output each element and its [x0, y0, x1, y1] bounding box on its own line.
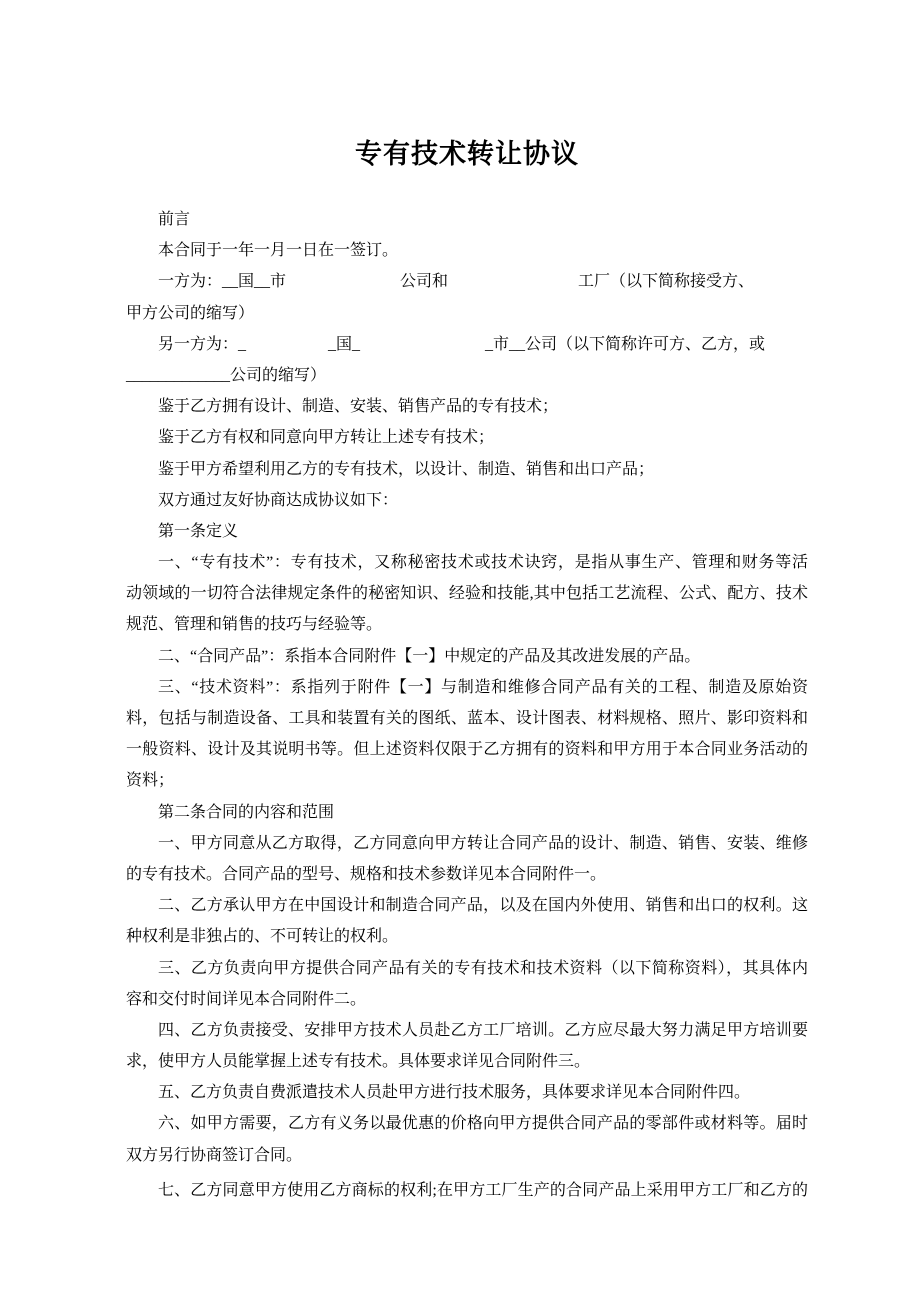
text-segment: 双方另行协商签订合同。: [126, 1146, 303, 1164]
text-segment: 二、乙方承认甲方在中国设计和制造合同产品，以及在国内外使用、销售和出口的权利。这: [158, 897, 808, 915]
text-line: [126, 953, 808, 984]
text-segment: 甲方公司的缩写）: [126, 304, 255, 322]
document-title: 专有技术转让协议: [355, 139, 579, 170]
blank-gap: [246, 348, 328, 349]
text-line: [126, 204, 808, 235]
text-segment: 工厂（以下简称接受方、: [578, 273, 755, 291]
text-line: [126, 1108, 808, 1139]
text-line: [126, 921, 808, 952]
text-line: [126, 828, 808, 859]
text-segment: 一、甲方同意从乙方取得，乙方同意向甲方转让合同产品的设计、制造、销售、安装、维修: [158, 834, 808, 852]
text-segment: 求，使甲方人员能掌握上述专有技术。具体要求详见合同附件三。: [126, 1053, 591, 1071]
text-line: [126, 422, 808, 453]
blank-gap: [360, 348, 485, 349]
text-segment: 一方为：__国__市: [158, 273, 287, 291]
blank-gap: [448, 285, 578, 286]
text-line: [126, 703, 808, 734]
text-line: [126, 890, 808, 921]
text-line: [126, 266, 808, 297]
text-segment: 二、“合同产品”：系指本合同附件【一】中规定的产品及其改进发展的产品。: [158, 647, 701, 665]
text-line: [126, 391, 808, 422]
text-line: [126, 360, 808, 391]
text-segment: 第二条合同的内容和范围: [158, 803, 335, 821]
text-segment: _国_: [328, 335, 361, 353]
text-segment: 四、乙方负责接受、安排甲方技术人员赴乙方工厂培训。乙方应尽最大努力满足甲方培训要: [158, 1021, 808, 1039]
text-line: [126, 1175, 808, 1206]
text-line: [126, 1140, 808, 1171]
text-segment: 动领域的一切符合法律规定条件的秘密知识、经验和技能,其中包括工艺流程、公式、配方、技术: [126, 585, 808, 603]
text-segment: 前言: [158, 211, 191, 228]
text-line: [126, 734, 808, 765]
text-line: [126, 765, 808, 796]
text-line: [126, 641, 808, 672]
text-segment: 七、乙方同意甲方使用乙方商标的权利;在甲方工厂生产的合同产品上采用甲方工厂和乙方的: [158, 1181, 808, 1199]
text-segment: 鉴于甲方希望利用乙方的专有技术，以设计、制造、销售和出口产品；: [158, 460, 655, 478]
text-line: [126, 454, 808, 485]
text-line: [126, 516, 808, 547]
text-segment: 一、“专有技术”：专有技术，又称秘密技术或技术诀窍，是指从事生产、管理和财务等活: [158, 554, 808, 572]
text-segment: 双方通过友好协商达成协议如下：: [158, 491, 399, 509]
text-segment: 鉴于乙方有权和同意向甲方转让上述专有技术；: [158, 429, 495, 447]
text-segment: 本合同于一年一月一日在一签订。: [158, 242, 399, 260]
text-line: [126, 235, 808, 266]
text-segment: 种权利是非独占的、不可转让的权利。: [126, 928, 399, 946]
text-segment: 六、如甲方需要，乙方有义务以最优惠的价格向甲方提供合同产品的零部件或材料等。届时: [158, 1115, 808, 1133]
text-segment: _____________公司的缩写）: [126, 366, 327, 384]
text-segment: 三、“技术资料”：系指列于附件【一】与制造和维修合同产品有关的工程、制造及原始资: [158, 678, 808, 696]
text-segment: 资料；: [126, 772, 175, 790]
text-segment: 五、乙方负责自费派遣技术人员赴甲方进行技术服务，具体要求详见本合同附件四。: [158, 1084, 751, 1102]
text-line: [126, 298, 808, 329]
text-line: [126, 547, 808, 578]
text-line: [126, 672, 808, 703]
text-segment: _市__公司（以下简称许可方、乙方，或: [485, 335, 766, 353]
text-segment: 第一条定义: [158, 522, 239, 540]
text-line: [126, 485, 808, 516]
blank-gap: [286, 285, 400, 286]
text-line: [126, 329, 808, 360]
text-line: [126, 1046, 808, 1077]
text-segment: 三、乙方负责向甲方提供合同产品有关的专有技术和技术资料（以下简称资料），其具体内: [158, 959, 808, 977]
text-segment: 鉴于乙方拥有设计、制造、安装、销售产品的专有技术；: [158, 398, 559, 416]
text-segment: 公司和: [400, 273, 449, 291]
text-segment: 料，包括与制造设备、工具和装置有关的图纸、蓝本、设计图表、材料规格、照片、影印资料和: [126, 710, 808, 727]
text-segment: 另一方为：_: [158, 335, 247, 353]
text-line: [126, 984, 808, 1015]
text-segment: 的专有技术。合同产品的型号、规格和技术参数详见本合同附件一。: [126, 865, 607, 883]
document-body: [126, 204, 808, 1206]
text-segment: 规范、管理和销售的技巧与经验等。: [126, 616, 383, 634]
text-line: [126, 859, 808, 890]
text-line: [126, 609, 808, 640]
text-line: [126, 1015, 808, 1046]
text-segment: 一般资料、设计及其说明书等。但上述资料仅限于乙方拥有的资料和甲方用于本合同业务活动的: [126, 741, 808, 759]
text-line: [126, 578, 808, 609]
text-segment: 容和交付时间详见本合同附件二。: [126, 990, 367, 1008]
text-line: [126, 1077, 808, 1108]
text-line: [126, 797, 808, 828]
